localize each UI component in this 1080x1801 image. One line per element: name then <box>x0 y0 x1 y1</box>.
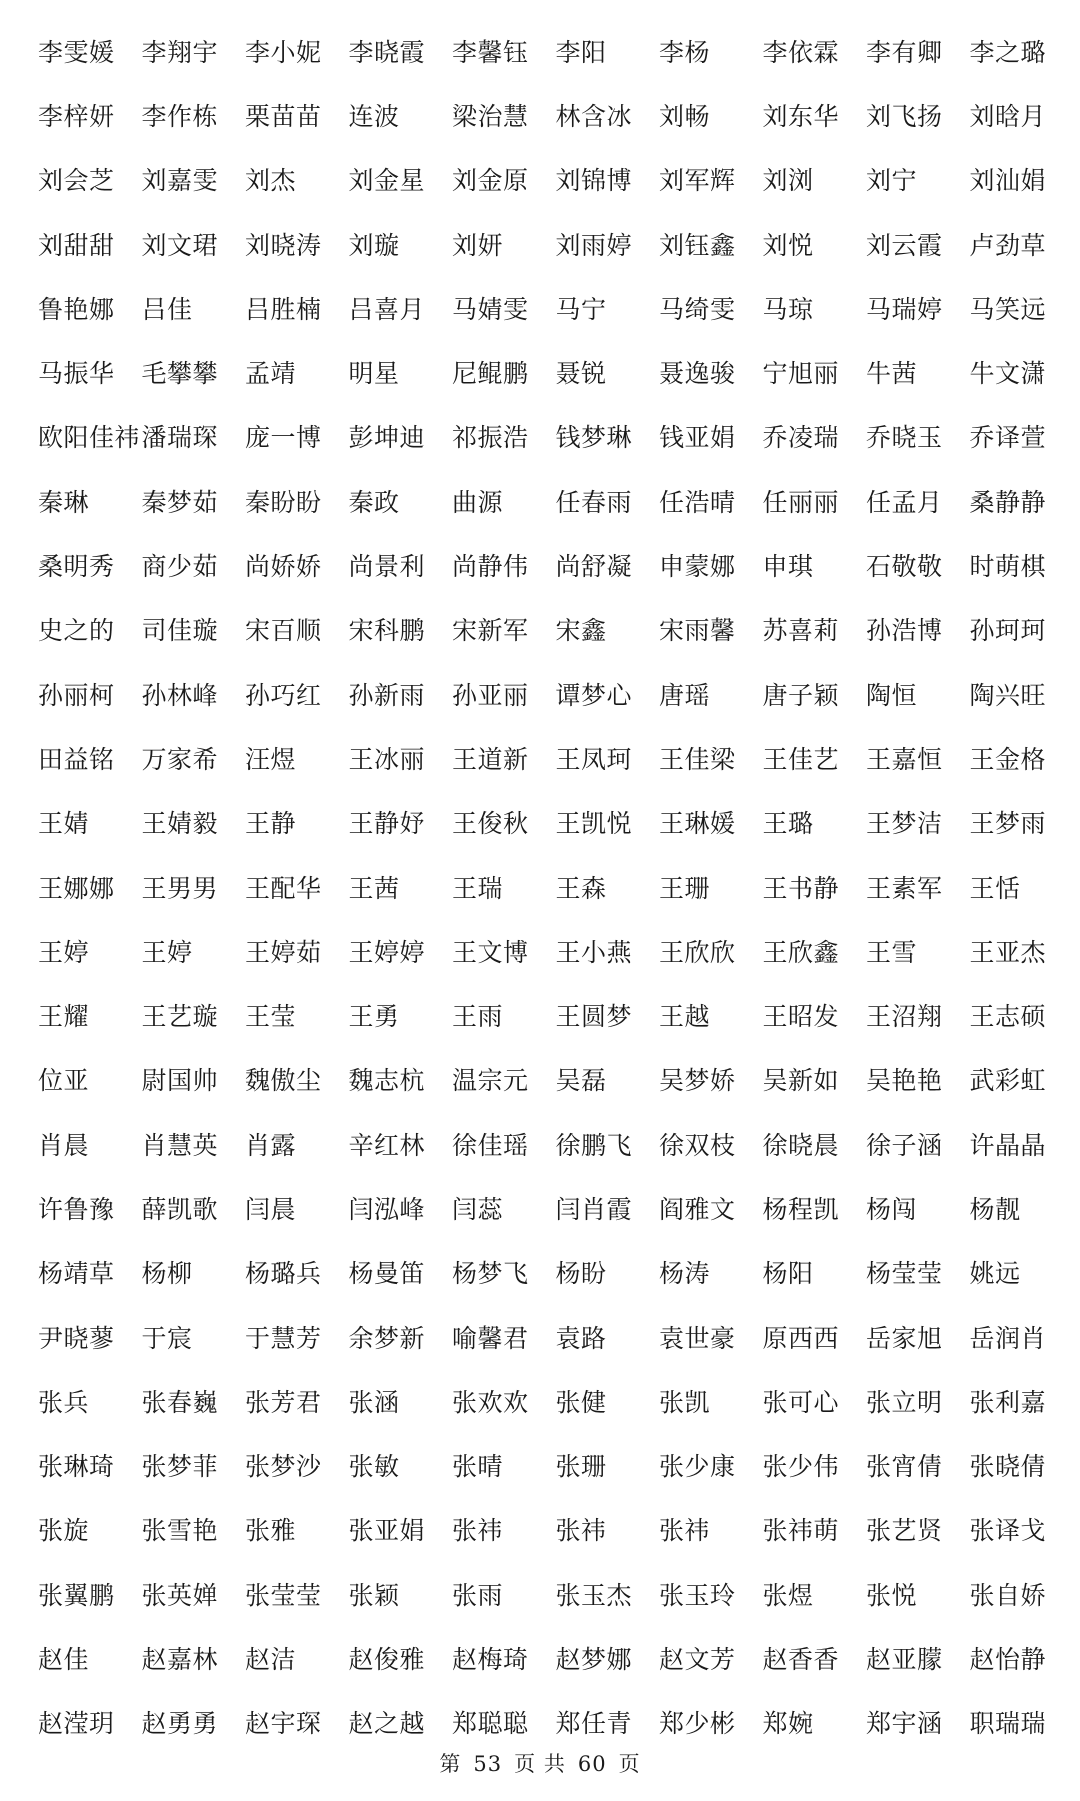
name-cell: 张利嘉 <box>969 1387 1047 1417</box>
name-cell: 吴新如 <box>762 1066 840 1096</box>
name-cell: 武彩虹 <box>969 1066 1047 1096</box>
name-cell: 牛茜 <box>866 359 918 389</box>
name-cell: 连波 <box>348 101 400 131</box>
name-cell: 张宵倩 <box>866 1452 943 1482</box>
name-cell: 唐子颖 <box>762 680 840 710</box>
name-cell: 张颖 <box>348 1580 400 1610</box>
name-cell: 尚舒凝 <box>555 552 633 582</box>
name-cell: 田益铭 <box>38 744 115 774</box>
name-cell: 张涵 <box>348 1387 400 1417</box>
name-cell: 徐子涵 <box>866 1130 943 1160</box>
name-cell: 王素军 <box>866 873 943 903</box>
name-cell: 张芳君 <box>245 1387 322 1417</box>
name-cell: 张雅 <box>245 1516 297 1546</box>
name-cell: 孙丽柯 <box>38 680 115 710</box>
name-cell: 梁治慧 <box>452 101 529 131</box>
name-cell: 王婷 <box>141 937 193 967</box>
name-cell: 林含冰 <box>555 101 633 131</box>
name-cell: 王志硕 <box>969 1002 1047 1032</box>
name-cell: 李梓妍 <box>38 101 115 131</box>
name-cell: 位亚 <box>38 1066 90 1096</box>
name-cell: 毛攀攀 <box>141 359 219 389</box>
name-cell: 于宸 <box>141 1323 193 1353</box>
name-cell: 李依霖 <box>762 37 840 67</box>
name-cell: 任丽丽 <box>762 487 840 517</box>
name-cell: 张立明 <box>866 1387 943 1417</box>
name-cell: 马绮雯 <box>659 294 736 324</box>
name-cell: 王勇 <box>348 1002 400 1032</box>
name-cell: 刘军辉 <box>659 166 736 196</box>
name-cell: 宋鑫 <box>555 616 607 646</box>
name-cell: 赵梦娜 <box>555 1645 633 1675</box>
name-cell: 赵洁 <box>245 1645 297 1675</box>
name-cell: 张祎 <box>659 1516 711 1546</box>
name-cell: 乔晓玉 <box>866 423 943 453</box>
name-cell: 赵勇勇 <box>141 1709 219 1739</box>
name-cell: 杨曼笛 <box>348 1259 426 1289</box>
name-cell: 魏傲尘 <box>245 1066 322 1096</box>
name-cell: 吕佳 <box>141 294 193 324</box>
name-cell: 乔译萱 <box>969 423 1047 453</box>
current-page-number: 53 <box>473 1752 503 1776</box>
name-cell: 王珊 <box>659 873 711 903</box>
footer-middle: 页 共 <box>514 1752 566 1776</box>
name-cell: 刘宁 <box>866 166 918 196</box>
name-cell: 杨程凯 <box>762 1194 840 1224</box>
name-cell: 王森 <box>555 873 607 903</box>
name-cell: 王恬 <box>969 873 1021 903</box>
name-cell: 张译戈 <box>969 1516 1047 1546</box>
name-cell: 赵佳 <box>38 1645 90 1675</box>
name-cell: 张梦沙 <box>245 1452 322 1482</box>
name-cell: 彭坤迪 <box>348 423 426 453</box>
name-cell: 王梦雨 <box>969 809 1047 839</box>
name-cell: 任孟月 <box>866 487 943 517</box>
name-cell: 商少茹 <box>141 552 219 582</box>
name-cell: 马瑞婷 <box>866 294 943 324</box>
name-cell: 张健 <box>555 1387 607 1417</box>
name-cell: 司佳璇 <box>141 616 219 646</box>
name-cell: 王配华 <box>245 873 322 903</box>
name-cell: 张祎萌 <box>762 1516 840 1546</box>
name-cell: 刘锦博 <box>555 166 633 196</box>
name-cell: 阎雅文 <box>659 1194 736 1224</box>
name-cell: 王冰丽 <box>348 744 426 774</box>
name-cell: 卢劲草 <box>969 230 1047 260</box>
name-cell: 栗苗苗 <box>245 101 322 131</box>
name-cell: 王凤珂 <box>555 744 633 774</box>
name-cell: 张晴 <box>452 1452 504 1482</box>
name-cell: 刘浏 <box>762 166 814 196</box>
name-cell: 张旋 <box>38 1516 90 1546</box>
name-cell: 张艺贤 <box>866 1516 943 1546</box>
name-cell: 王圆梦 <box>555 1002 633 1032</box>
name-cell: 杨莹莹 <box>866 1259 943 1289</box>
name-cell: 吴梦娇 <box>659 1066 736 1096</box>
name-cell: 刘文珺 <box>141 230 219 260</box>
name-cell: 张珊 <box>555 1452 607 1482</box>
name-cell: 辛红林 <box>348 1130 426 1160</box>
name-cell: 张琳琦 <box>38 1452 115 1482</box>
name-cell: 薛凯歌 <box>141 1194 219 1224</box>
name-cell: 王沼翔 <box>866 1002 943 1032</box>
name-cell: 吴艳艳 <box>866 1066 943 1096</box>
name-cell: 张悦 <box>866 1580 918 1610</box>
name-cell: 王文博 <box>452 937 529 967</box>
name-cell: 王耀 <box>38 1002 90 1032</box>
name-cell: 原西西 <box>762 1323 840 1353</box>
name-cell: 郑少彬 <box>659 1709 736 1739</box>
name-cell: 谭梦心 <box>555 680 633 710</box>
name-cell: 王俊秋 <box>452 809 529 839</box>
name-cell: 张祎 <box>452 1516 504 1546</box>
name-cell: 秦政 <box>348 487 400 517</box>
name-cell: 杨璐兵 <box>245 1259 322 1289</box>
name-cell: 张莹莹 <box>245 1580 322 1610</box>
name-cell: 杨盼 <box>555 1259 607 1289</box>
name-cell: 张煜 <box>762 1580 814 1610</box>
name-cell: 宋雨馨 <box>659 616 736 646</box>
name-cell: 温宗元 <box>452 1066 529 1096</box>
name-cell: 石敬敬 <box>866 552 943 582</box>
name-cell: 肖慧英 <box>141 1130 219 1160</box>
name-cell: 刘会芝 <box>38 166 115 196</box>
name-cell: 钱亚娟 <box>659 423 736 453</box>
name-cell: 职瑞瑞 <box>969 1709 1047 1739</box>
name-cell: 李阳 <box>555 37 607 67</box>
name-cell: 欧阳佳祎 <box>38 423 141 453</box>
name-cell: 王瑞 <box>452 873 504 903</box>
name-cell: 王婧 <box>38 809 90 839</box>
name-cell: 张英婵 <box>141 1580 219 1610</box>
name-cell: 徐佳瑶 <box>452 1130 529 1160</box>
name-cell: 李晓霞 <box>348 37 426 67</box>
name-cell: 桑明秀 <box>38 552 115 582</box>
name-cell: 孙浩博 <box>866 616 943 646</box>
name-cell: 刘嘉雯 <box>141 166 219 196</box>
name-cell: 王欣欣 <box>659 937 736 967</box>
name-cell: 王静妤 <box>348 809 426 839</box>
name-cell: 王娜娜 <box>38 873 115 903</box>
name-cell: 张玉杰 <box>555 1580 633 1610</box>
name-cell: 刘畅 <box>659 101 711 131</box>
name-cell: 刘飞扬 <box>866 101 943 131</box>
name-cell: 孙新雨 <box>348 680 426 710</box>
name-cell: 王小燕 <box>555 937 633 967</box>
name-cell: 杨闯 <box>866 1194 918 1224</box>
name-cell: 吕喜月 <box>348 294 426 324</box>
name-cell: 张亚娟 <box>348 1516 426 1546</box>
name-cell: 王梦洁 <box>866 809 943 839</box>
name-cell: 李有卿 <box>866 37 943 67</box>
name-cell: 张凯 <box>659 1387 711 1417</box>
name-cell: 徐鹏飞 <box>555 1130 633 1160</box>
name-cell: 王凯悦 <box>555 809 633 839</box>
name-cell: 闫蕊 <box>452 1194 504 1224</box>
name-cell: 秦梦茹 <box>141 487 219 517</box>
name-cell: 刘杰 <box>245 166 297 196</box>
name-cell: 张春巍 <box>141 1387 219 1417</box>
name-cell: 任春雨 <box>555 487 633 517</box>
name-cell: 张自娇 <box>969 1580 1047 1610</box>
name-cell: 赵怡静 <box>969 1645 1047 1675</box>
name-cell: 时萌棋 <box>969 552 1047 582</box>
name-cell: 王璐 <box>762 809 814 839</box>
name-cell: 姚远 <box>969 1259 1021 1289</box>
name-cell: 鲁艳娜 <box>38 294 115 324</box>
name-cell: 刘妍 <box>452 230 504 260</box>
name-cell: 刘雨婷 <box>555 230 633 260</box>
name-cell: 赵俊雅 <box>348 1645 426 1675</box>
name-cell: 赵滢玥 <box>38 1709 115 1739</box>
name-cell: 李小妮 <box>245 37 322 67</box>
name-cell: 岳家旭 <box>866 1323 943 1353</box>
name-cell: 孙巧红 <box>245 680 322 710</box>
name-cell: 钱梦琳 <box>555 423 633 453</box>
name-cell: 杨柳 <box>141 1259 193 1289</box>
name-cell: 刘汕娟 <box>969 166 1047 196</box>
name-cell: 张梦菲 <box>141 1452 219 1482</box>
name-cell: 马振华 <box>38 359 115 389</box>
name-cell: 郑聪聪 <box>452 1709 529 1739</box>
name-cell: 袁路 <box>555 1323 607 1353</box>
name-cell: 曲源 <box>452 487 504 517</box>
name-cell: 许晶晶 <box>969 1130 1047 1160</box>
name-cell: 杨靓 <box>969 1194 1021 1224</box>
name-cell: 王雪 <box>866 937 918 967</box>
name-cell: 赵梅琦 <box>452 1645 529 1675</box>
name-cell: 桑静静 <box>969 487 1047 517</box>
name-cell: 赵嘉林 <box>141 1645 219 1675</box>
name-cell: 李翔宇 <box>141 37 219 67</box>
name-cell: 肖露 <box>245 1130 297 1160</box>
name-cell: 王道新 <box>452 744 529 774</box>
name-cell: 张敏 <box>348 1452 400 1482</box>
name-cell: 张翼鹏 <box>38 1580 115 1610</box>
name-cell: 李馨钰 <box>452 37 529 67</box>
name-cell: 王莹 <box>245 1002 297 1032</box>
name-cell: 张欢欢 <box>452 1387 529 1417</box>
name-cell: 赵香香 <box>762 1645 840 1675</box>
name-cell: 王欣鑫 <box>762 937 840 967</box>
name-cell: 孙珂珂 <box>969 616 1047 646</box>
name-cell: 张少康 <box>659 1452 736 1482</box>
name-cell: 牛文潇 <box>969 359 1047 389</box>
name-cell: 尚娇娇 <box>245 552 322 582</box>
name-cell: 杨涛 <box>659 1259 711 1289</box>
name-cell: 刘晓涛 <box>245 230 322 260</box>
name-cell: 聂锐 <box>555 359 607 389</box>
name-cell: 王越 <box>659 1002 711 1032</box>
name-cell: 尹晓蓼 <box>38 1323 115 1353</box>
total-page-count: 60 <box>577 1752 607 1776</box>
name-cell: 唐瑶 <box>659 680 711 710</box>
name-cell: 秦琳 <box>38 487 90 517</box>
page-footer <box>0 1748 1080 1778</box>
name-cell: 万家希 <box>141 744 219 774</box>
name-cell: 宋科鹏 <box>348 616 426 646</box>
name-cell: 闫晨 <box>245 1194 297 1224</box>
name-cell: 杨靖草 <box>38 1259 115 1289</box>
name-cell: 王佳艺 <box>762 744 840 774</box>
name-cell: 孙亚丽 <box>452 680 529 710</box>
name-cell: 闫肖霞 <box>555 1194 633 1224</box>
name-cell: 许鲁豫 <box>38 1194 115 1224</box>
name-cell: 刘钰鑫 <box>659 230 736 260</box>
name-cell: 王书静 <box>762 873 840 903</box>
name-cell: 宋新军 <box>452 616 529 646</box>
name-cell: 李作栋 <box>141 101 219 131</box>
name-cell: 王婧毅 <box>141 809 219 839</box>
name-cell: 张可心 <box>762 1387 840 1417</box>
name-cell: 徐晓晨 <box>762 1130 840 1160</box>
name-cell: 张雪艳 <box>141 1516 219 1546</box>
name-cell: 杨梦飞 <box>452 1259 529 1289</box>
name-cell: 尼鲲鹏 <box>452 359 529 389</box>
name-cell: 孟靖 <box>245 359 297 389</box>
name-cell: 孙林峰 <box>141 680 219 710</box>
name-cell: 王男男 <box>141 873 219 903</box>
name-cell: 魏志杭 <box>348 1066 426 1096</box>
name-cell: 陶兴旺 <box>969 680 1047 710</box>
name-cell: 袁世豪 <box>659 1323 736 1353</box>
name-cell: 刘东华 <box>762 101 840 131</box>
name-cell: 吴磊 <box>555 1066 607 1096</box>
name-cell: 王婷婷 <box>348 937 426 967</box>
name-cell: 王佳梁 <box>659 744 736 774</box>
name-cell: 闫泓峰 <box>348 1194 426 1224</box>
name-cell: 王婷 <box>38 937 90 967</box>
name-cell: 李杨 <box>659 37 711 67</box>
name-cell: 尉国帅 <box>141 1066 219 1096</box>
name-cell: 刘云霞 <box>866 230 943 260</box>
footer-suffix: 页 <box>618 1752 641 1776</box>
name-cell: 宋百顺 <box>245 616 322 646</box>
name-cell: 张玉玲 <box>659 1580 736 1610</box>
name-cell: 徐双枝 <box>659 1130 736 1160</box>
name-cell: 王静 <box>245 809 297 839</box>
name-cell: 喻馨君 <box>452 1323 529 1353</box>
name-cell: 尚景利 <box>348 552 426 582</box>
name-cell: 马笑远 <box>969 294 1047 324</box>
name-cell: 苏喜莉 <box>762 616 840 646</box>
name-cell: 刘甜甜 <box>38 230 115 260</box>
name-cell: 肖晨 <box>38 1130 90 1160</box>
name-cell: 王茜 <box>348 873 400 903</box>
name-cell: 王金格 <box>969 744 1047 774</box>
footer-prefix: 第 <box>439 1752 462 1776</box>
name-cell: 乔凌瑞 <box>762 423 840 453</box>
name-cell: 赵文芳 <box>659 1645 736 1675</box>
name-cell: 王亚杰 <box>969 937 1047 967</box>
name-cell: 刘悦 <box>762 230 814 260</box>
name-cell: 马宁 <box>555 294 607 324</box>
name-cell: 汪煜 <box>245 744 297 774</box>
name-cell: 马琼 <box>762 294 814 324</box>
name-cell: 李之璐 <box>969 37 1047 67</box>
name-cell: 杨阳 <box>762 1259 814 1289</box>
name-cell: 刘璇 <box>348 230 400 260</box>
name-cell: 申蒙娜 <box>659 552 736 582</box>
name-cell: 张兵 <box>38 1387 90 1417</box>
name-cell: 王婷茹 <box>245 937 322 967</box>
name-list-grid <box>38 20 1055 1756</box>
name-cell: 陶恒 <box>866 680 918 710</box>
name-cell: 张雨 <box>452 1580 504 1610</box>
name-cell: 宁旭丽 <box>762 359 840 389</box>
name-cell: 聂逸骏 <box>659 359 736 389</box>
name-cell: 庞一博 <box>245 423 322 453</box>
name-cell: 王艺璇 <box>141 1002 219 1032</box>
name-cell: 秦盼盼 <box>245 487 322 517</box>
name-cell: 赵亚朦 <box>866 1645 943 1675</box>
name-cell: 张少伟 <box>762 1452 840 1482</box>
name-cell: 潘瑞琛 <box>141 423 219 453</box>
name-cell: 王雨 <box>452 1002 504 1032</box>
name-cell: 吕胜楠 <box>245 294 322 324</box>
name-cell: 王昭发 <box>762 1002 840 1032</box>
name-cell: 任浩晴 <box>659 487 736 517</box>
name-cell: 岳润肖 <box>969 1323 1047 1353</box>
name-cell: 王琳媛 <box>659 809 736 839</box>
name-cell: 刘金原 <box>452 166 529 196</box>
name-cell: 尚静伟 <box>452 552 529 582</box>
name-cell: 祁振浩 <box>452 423 529 453</box>
name-cell: 于慧芳 <box>245 1323 322 1353</box>
name-cell: 赵之越 <box>348 1709 426 1739</box>
name-cell: 刘金星 <box>348 166 426 196</box>
name-cell: 明星 <box>348 359 400 389</box>
name-cell: 史之的 <box>38 616 115 646</box>
name-cell: 郑婉 <box>762 1709 814 1739</box>
name-cell: 王嘉恒 <box>866 744 943 774</box>
name-cell: 张祎 <box>555 1516 607 1546</box>
name-cell: 申琪 <box>762 552 814 582</box>
name-cell: 刘晗月 <box>969 101 1047 131</box>
name-cell: 余梦新 <box>348 1323 426 1353</box>
name-cell: 马婧雯 <box>452 294 529 324</box>
name-cell: 郑宇涵 <box>866 1709 943 1739</box>
name-cell: 郑任青 <box>555 1709 633 1739</box>
name-cell: 赵宇琛 <box>245 1709 322 1739</box>
name-cell: 张晓倩 <box>969 1452 1047 1482</box>
name-cell: 李雯媛 <box>38 37 115 67</box>
